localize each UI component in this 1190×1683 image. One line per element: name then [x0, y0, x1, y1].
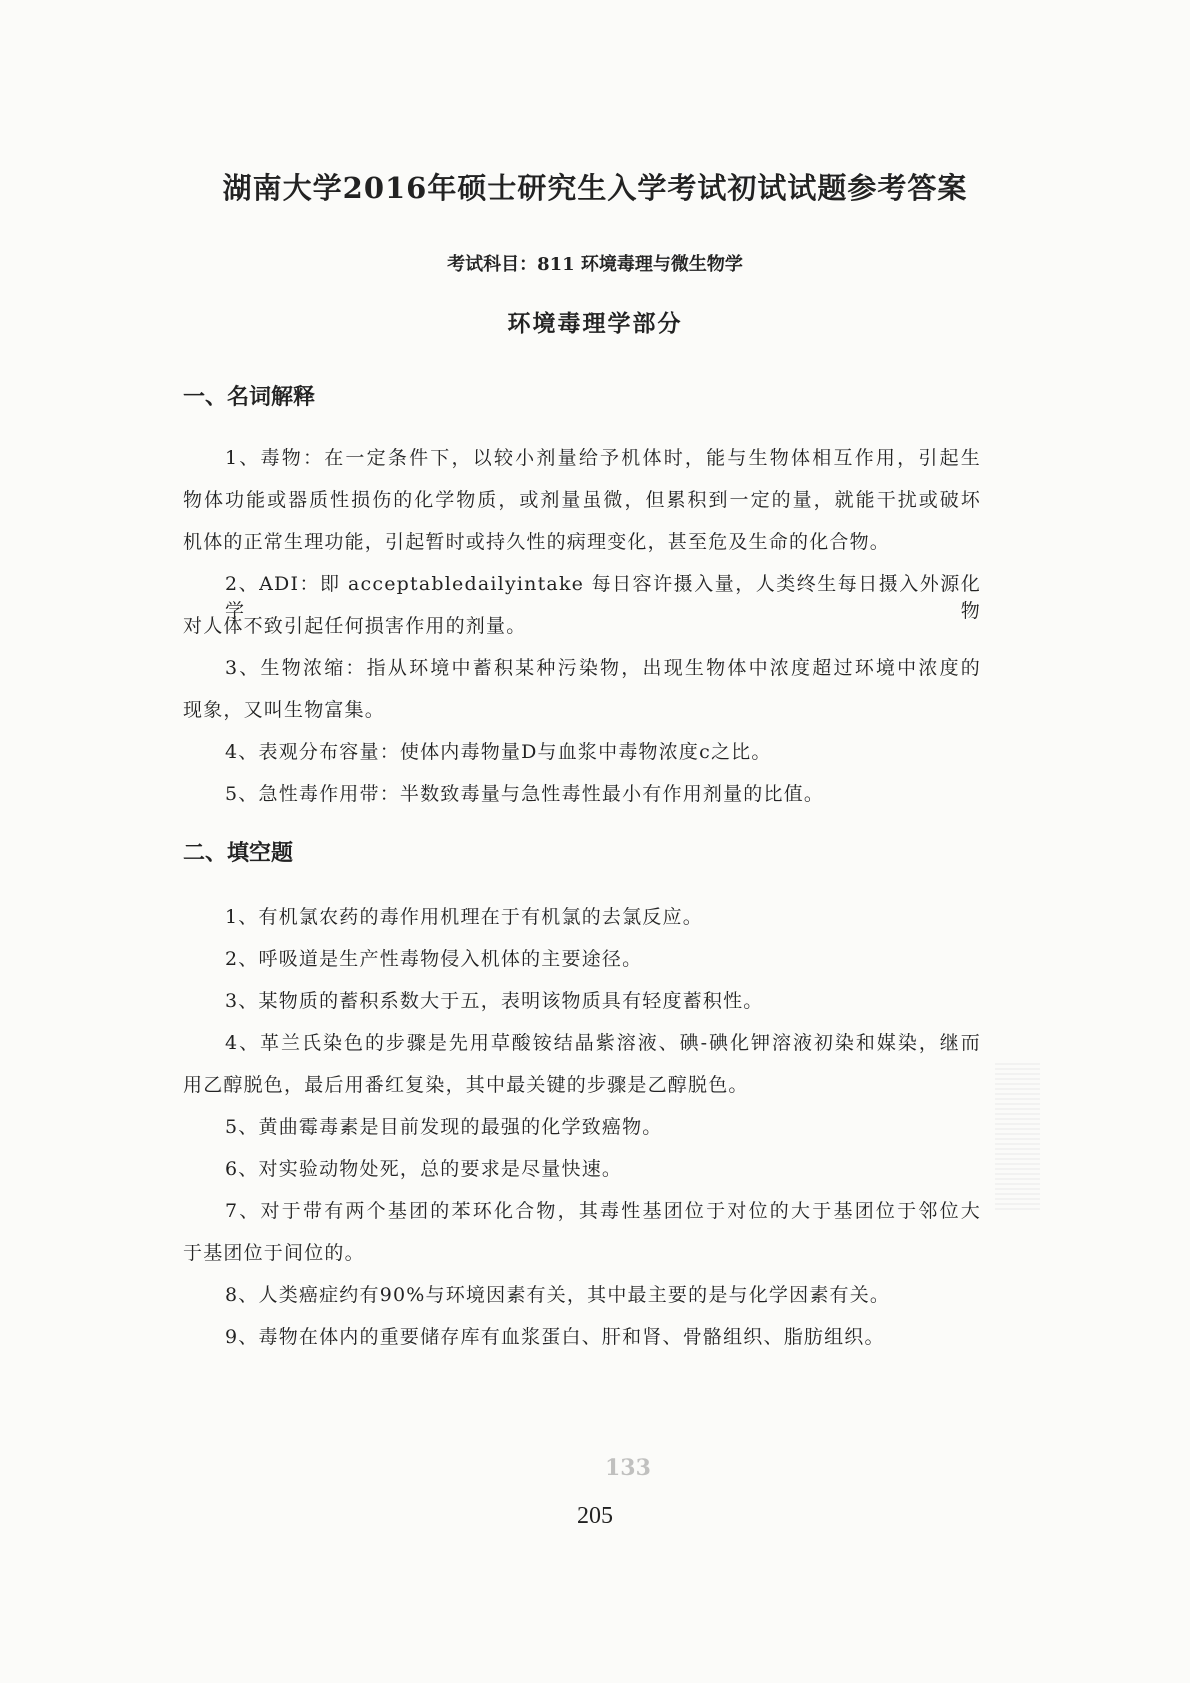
paragraph-line: 1、毒物：在一定条件下，以较小剂量给予机体时，能与生物体相互作用，引起生	[225, 447, 981, 469]
section-heading: 二、填空题	[183, 840, 294, 866]
paragraph-line: 2、ADI：即 acceptabledailyintake 每日容许摄入量，人类终生每日摄入外源化学物	[225, 573, 981, 622]
paragraph-line: 9、毒物在体内的重要储存库有血浆蛋白、肝和肾、骨骼组织、脂肪组织。	[225, 1326, 885, 1348]
paragraph-line: 于基团位于间位的。	[183, 1242, 365, 1264]
paragraph-line: 1、有机氯农药的毒作用机理在于有机氯的去氯反应。	[225, 906, 703, 928]
paragraph-line: 机体的正常生理功能，引起暂时或持久性的病理变化，甚至危及生命的化合物。	[183, 531, 891, 553]
paragraph-line: 现象，又叫生物富集。	[183, 699, 386, 721]
paragraph-line: 3、生物浓缩：指从环境中蓄积某种污染物，出现生物体中浓度超过环境中浓度的	[225, 657, 981, 679]
paragraph-line: 对人体不致引起任何损害作用的剂量。	[183, 615, 527, 637]
paragraph-line: 5、黄曲霉毒素是目前发现的最强的化学致癌物。	[225, 1116, 663, 1138]
paragraph-line: 7、对于带有两个基团的苯环化合物，其毒性基团位于对位的大于基团位于邻位大	[225, 1200, 981, 1222]
paragraph-line: 5、急性毒作用带：半数致毒量与急性毒性最小有作用剂量的比值。	[225, 783, 825, 805]
paragraph-line: 3、某物质的蓄积系数大于五，表明该物质具有轻度蓄积性。	[225, 990, 764, 1012]
section-heading: 一、名词解释	[183, 384, 316, 410]
faint-page-number: 133	[605, 1455, 651, 1481]
paragraph-line: 用乙醇脱色，最后用番红复染，其中最关键的步骤是乙醇脱色。	[183, 1074, 749, 1096]
paragraph-line: 4、革兰氏染色的步骤是先用草酸铵结晶紫溶液、碘-碘化钾溶液初染和媒染，继而	[225, 1032, 981, 1054]
part-title: 环境毒理学部分	[507, 310, 683, 337]
paragraph-line: 物体功能或器质性损伤的化学物质，或剂量虽微，但累积到一定的量，就能干扰或破坏	[183, 489, 981, 511]
paragraph-line: 6、对实验动物处死，总的要求是尽量快速。	[225, 1158, 623, 1180]
paragraph-line: 8、人类癌症约有90%与环境因素有关，其中最主要的是与化学因素有关。	[225, 1284, 891, 1306]
exam-subject: 考试科目：811 环境毒理与微生物学	[447, 254, 743, 275]
page-number: 205	[577, 1503, 613, 1529]
document-title: 湖南大学2016年硕士研究生入学考试初试试题参考答案	[222, 171, 968, 205]
paragraph-line: 2、呼吸道是生产性毒物侵入机体的主要途径。	[225, 948, 643, 970]
paragraph-line: 4、表观分布容量：使体内毒物量D与血浆中毒物浓度c之比。	[225, 741, 772, 763]
